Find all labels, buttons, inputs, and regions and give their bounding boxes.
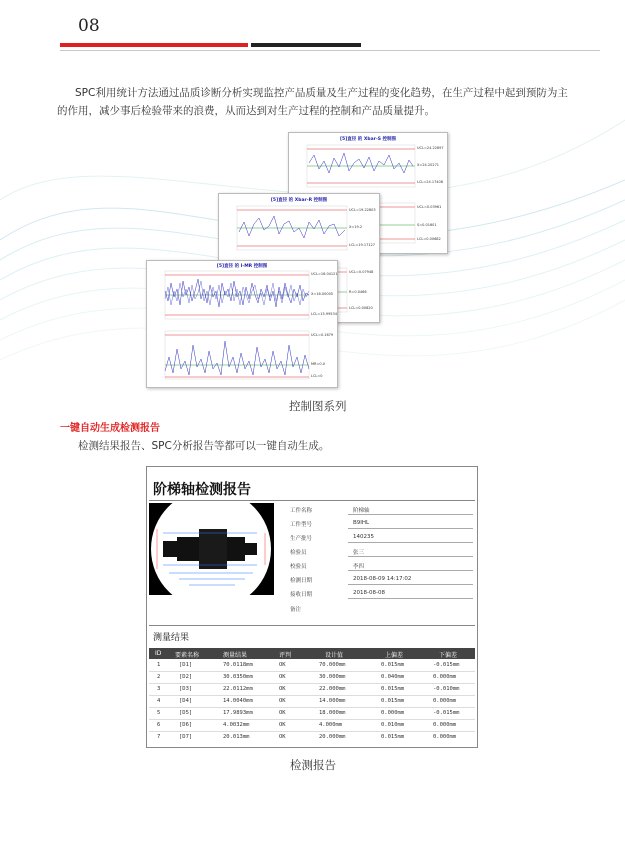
header-divider bbox=[60, 50, 600, 51]
charts-caption: 控制图系列 bbox=[289, 399, 347, 413]
table-row bbox=[149, 731, 475, 743]
report-info-divider bbox=[149, 625, 475, 626]
cell-judgement: OK bbox=[279, 734, 286, 740]
info-value: 张三 bbox=[353, 550, 365, 556]
chart-xbar-s-title: [5]直径 的 Xbar-S 控制图 bbox=[340, 137, 396, 142]
cell-id: 3 bbox=[157, 686, 161, 692]
info-value: 2018-08-08 bbox=[353, 590, 385, 596]
shaft-measurement-image bbox=[149, 503, 274, 595]
results-table-header bbox=[149, 648, 475, 659]
cell-lower: 0.000mm bbox=[433, 674, 457, 680]
cell-design: 14.000mm bbox=[319, 698, 346, 704]
info-value: 140235 bbox=[353, 534, 374, 540]
cell-upper: 0.015mm bbox=[381, 686, 405, 692]
cell-id: 4 bbox=[157, 698, 161, 704]
info-key: 接收日期 bbox=[290, 592, 313, 598]
cell-design: 30.000mm bbox=[319, 674, 346, 680]
cell-feature: [D4] bbox=[179, 698, 193, 704]
cell-judgement: OK bbox=[279, 662, 286, 668]
chart-xbar-r-cl2: R=0.0466 bbox=[349, 290, 367, 294]
info-row-part-model bbox=[278, 517, 473, 530]
chart-xbar-s-cl2: S=0.01601 bbox=[417, 223, 437, 227]
info-row-remarks bbox=[278, 602, 473, 624]
info-key: 工件名称 bbox=[290, 508, 313, 514]
info-row-receive-date bbox=[278, 587, 473, 600]
measurement-results-label: 测量结果 bbox=[153, 633, 190, 643]
chart-xbar-s-ucl: UCL=24.22897 bbox=[417, 146, 444, 150]
info-row-part-name bbox=[278, 503, 473, 516]
col-judgement: 评判 bbox=[279, 652, 292, 659]
info-value: 2018-08-09 14:17:02 bbox=[353, 576, 412, 582]
info-key: 检测日期 bbox=[290, 578, 313, 584]
section-title: 一键自动生成检测报告 bbox=[60, 423, 160, 434]
info-key: 工件型号 bbox=[290, 522, 313, 528]
cell-lower: -0.015mm bbox=[433, 710, 460, 716]
cell-lower: -0.010mm bbox=[433, 686, 460, 692]
chart-i-mr-cl: X=16.00005 bbox=[311, 292, 334, 296]
info-key: 校验员 bbox=[290, 564, 307, 570]
chart-i-mr-plot bbox=[147, 261, 337, 387]
cell-judgement: OK bbox=[279, 710, 286, 716]
cell-id: 7 bbox=[157, 734, 161, 740]
cell-upper: 0.015mm bbox=[381, 734, 405, 740]
inspection-report bbox=[146, 466, 478, 748]
chart-i-mr-cl2: MR=0.0 bbox=[311, 362, 325, 366]
cell-design: 22.000mm bbox=[319, 686, 346, 692]
chart-i-mr-lcl: LCL=15.99534 bbox=[311, 312, 337, 316]
cell-lower: -0.015mm bbox=[433, 662, 460, 668]
col-feature: 要素名称 bbox=[175, 652, 200, 659]
cell-measured: 30.0350mm bbox=[223, 674, 253, 680]
chart-i-mr-ucl: UCL=16.04121 bbox=[311, 272, 338, 276]
cell-feature: [D7] bbox=[179, 734, 193, 740]
col-upper: 上偏差 bbox=[385, 652, 404, 659]
report-title: 阶梯轴检测报告 bbox=[153, 482, 251, 498]
cell-measured: 17.9893mm bbox=[223, 710, 253, 716]
chart-i-mr bbox=[146, 260, 338, 388]
cell-id: 2 bbox=[157, 674, 161, 680]
info-value: 阶梯轴 bbox=[353, 508, 370, 514]
cell-judgement: OK bbox=[279, 674, 286, 680]
cell-judgement: OK bbox=[279, 686, 286, 692]
cell-feature: [D1] bbox=[179, 662, 193, 668]
col-lower: 下偏差 bbox=[439, 652, 458, 659]
chart-xbar-r-lcl: LCL=19.17127 bbox=[349, 243, 375, 247]
cell-feature: [D2] bbox=[179, 674, 193, 680]
cell-lower: 0.000mm bbox=[433, 698, 457, 704]
cell-feature: [D5] bbox=[179, 710, 193, 716]
cell-judgement: OK bbox=[279, 722, 286, 728]
col-id: ID bbox=[155, 650, 162, 657]
intro-paragraph: SPC利用统计方法通过品质诊断分析实现监控产品质量及生产过程的变化趋势，在生产过程中起到预防为主的作用，减少事后检验带来的浪费，从而达到对生产过程的控制和产品质量提升。 bbox=[57, 87, 568, 117]
cell-judgement: OK bbox=[279, 698, 286, 704]
cell-design: 4.000mm bbox=[319, 722, 343, 728]
chart-xbar-r-cl: X=19.2 bbox=[349, 225, 363, 229]
info-row-batch bbox=[278, 531, 473, 544]
chart-xbar-r-ucl2: UCL=0.07948 bbox=[349, 270, 374, 274]
col-measured: 测量结果 bbox=[223, 652, 248, 659]
chart-xbar-r-title: [5]直径 的 Xbar-R 控制图 bbox=[270, 198, 328, 203]
info-row-inspect-date bbox=[278, 573, 473, 586]
cell-measured: 4.0032mm bbox=[223, 722, 250, 728]
cell-measured: 22.0112mm bbox=[223, 686, 253, 692]
cell-measured: 14.0040mm bbox=[223, 698, 253, 704]
cell-design: 70.000mm bbox=[319, 662, 346, 668]
info-value: 李四 bbox=[353, 564, 365, 570]
header-red-bar bbox=[60, 43, 248, 47]
cell-feature: [D6] bbox=[179, 722, 193, 728]
info-value: B9IHL bbox=[353, 520, 370, 526]
info-row-verifier bbox=[278, 559, 473, 572]
report-title-divider bbox=[149, 500, 475, 501]
chart-i-mr-title: [5]直径 的 I-MR 控制图 bbox=[216, 264, 268, 269]
chart-xbar-s-lcl: LCL=24.17408 bbox=[417, 180, 443, 184]
cell-id: 5 bbox=[157, 710, 161, 716]
chart-xbar-r-ucl: UCL=19.22803 bbox=[349, 208, 376, 212]
cell-feature: [D3] bbox=[179, 686, 193, 692]
header-black-bar bbox=[251, 43, 361, 47]
chart-xbar-s-cl: X=24.20271 bbox=[417, 163, 440, 167]
info-key: 检验员 bbox=[290, 550, 307, 556]
chart-i-mr-ucl2: UCL=0.1679 bbox=[311, 333, 334, 337]
col-design: 设计值 bbox=[325, 652, 344, 659]
cell-upper: 0.010mm bbox=[381, 722, 405, 728]
cell-measured: 70.0118mm bbox=[223, 662, 253, 668]
chart-xbar-s-lcl2: LCL=0.00682 bbox=[417, 237, 441, 241]
cell-measured: 20.013mm bbox=[223, 734, 250, 740]
info-key: 备注 bbox=[290, 607, 302, 613]
report-caption: 检测报告 bbox=[290, 758, 336, 772]
cell-id: 1 bbox=[157, 662, 161, 668]
cell-lower: 0.000mm bbox=[433, 734, 457, 740]
cell-upper: 0.015mm bbox=[381, 662, 405, 668]
cell-id: 6 bbox=[157, 722, 161, 728]
cell-design: 18.000mm bbox=[319, 710, 346, 716]
cell-upper: 0.040mm bbox=[381, 674, 405, 680]
info-row-inspector bbox=[278, 545, 473, 558]
cell-lower: 0.000mm bbox=[433, 722, 457, 728]
page-number: 08 bbox=[78, 16, 100, 36]
section-description: 检测结果报告、SPC分析报告等都可以一键自动生成。 bbox=[78, 440, 330, 452]
chart-i-mr-lcl2: LCL=0 bbox=[311, 374, 323, 378]
info-key: 生产批号 bbox=[290, 536, 313, 542]
cell-upper: 0.015mm bbox=[381, 698, 405, 704]
chart-xbar-s-ucl2: UCL=0.03961 bbox=[417, 205, 442, 209]
cell-design: 20.000mm bbox=[319, 734, 346, 740]
chart-xbar-r-lcl2: LCL=0.00820 bbox=[349, 306, 373, 310]
cell-upper: 0.000mm bbox=[381, 710, 405, 716]
